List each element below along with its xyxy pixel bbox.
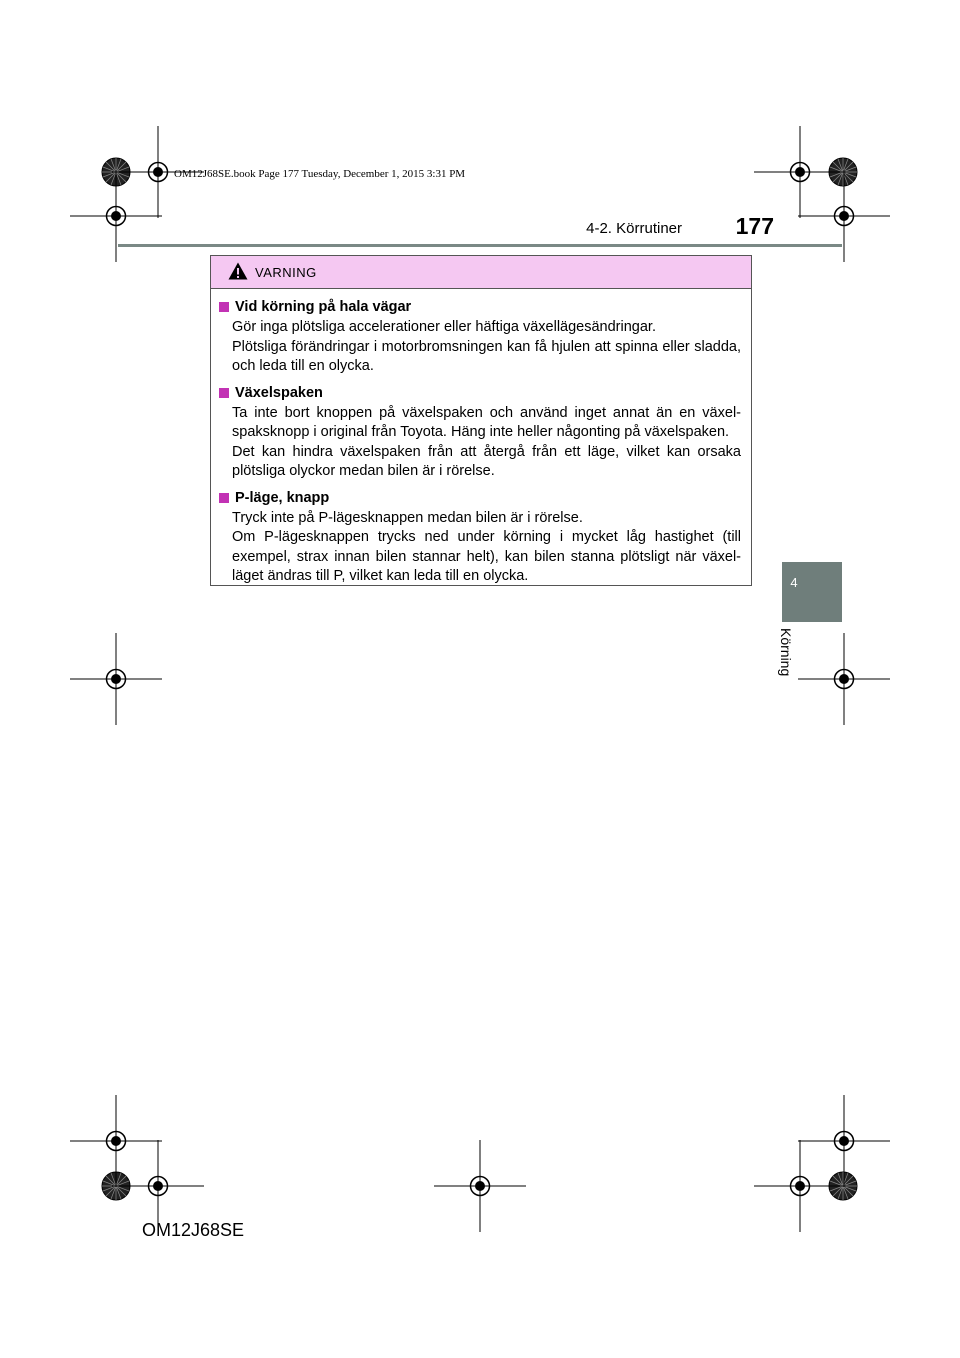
warning-item — [211, 382, 751, 482]
warning-paragraph: Plötsliga förändringar i motorbromsningen kan få hjulen att spinna eller sladda, och leda till en olycka. — [232, 338, 741, 374]
chapter-title-text: Körning — [778, 628, 794, 677]
warning-item — [211, 487, 751, 587]
warning-title: VARNING — [255, 265, 317, 280]
warning-box — [210, 255, 752, 586]
crosshair-mark — [70, 1095, 162, 1187]
crosshair-mark — [112, 1140, 204, 1232]
crosshair-mark — [70, 633, 162, 725]
bullet-square-icon — [219, 493, 229, 503]
chapter-number: 4 — [790, 575, 798, 590]
bullet-square-icon — [219, 302, 229, 312]
crosshair-mark — [754, 1140, 846, 1232]
crosshair-mark — [434, 1140, 526, 1232]
warning-header — [211, 256, 751, 289]
crosshair-mark — [798, 170, 890, 262]
chapter-tab — [782, 562, 842, 622]
warning-item-title: Vid körning på hala vägar — [235, 299, 412, 315]
chapter-title — [766, 628, 826, 718]
warning-body — [211, 296, 751, 592]
warning-item — [211, 296, 751, 377]
bullet-square-icon — [219, 388, 229, 398]
crosshair-mark — [798, 1095, 890, 1187]
warning-paragraph: Det kan hindra växelspaken från att återgå från ett läge, vilket kan orsaka plötsliga olyckor medan bilen är i rörelse. — [232, 443, 741, 479]
document-code: OM12J68SE — [142, 1220, 245, 1240]
page-number: 177 — [735, 213, 774, 239]
warning-paragraph: Ta inte bort knoppen på växelspaken och använd inget annat än en växel-spaksknopp i original från Toyota. Häng inte heller någonting på växelspaken. — [232, 404, 741, 440]
section-title: 4-2. Körrutiner — [586, 220, 682, 237]
warning-paragraph: Om P-lägesknappen trycks ned under körning i mycket låg hastighet (till exempel, strax innan bilen stannar helt), kan bilen stanna plötsligt när växel-läget ändras till P, vilket kan leda till en olycka. — [232, 529, 741, 584]
book-info-slug: OM12J68SE.book Page 177 Tuesday, December 1, 2015 3:31 PM — [174, 168, 466, 180]
warning-item-title: Växelspaken — [235, 384, 323, 401]
crosshair-mark — [70, 170, 162, 262]
warning-triangle-icon — [228, 262, 248, 280]
warning-paragraph: Gör inga plötsliga accelerationer eller häftiga växellägesändringar. — [232, 319, 656, 335]
header-rule — [118, 244, 842, 247]
warning-item-title: P-läge, knapp — [235, 489, 330, 506]
warning-paragraph: Tryck inte på P-lägesknappen medan bilen är i rörelse. — [232, 509, 583, 526]
crosshair-mark — [754, 126, 846, 218]
